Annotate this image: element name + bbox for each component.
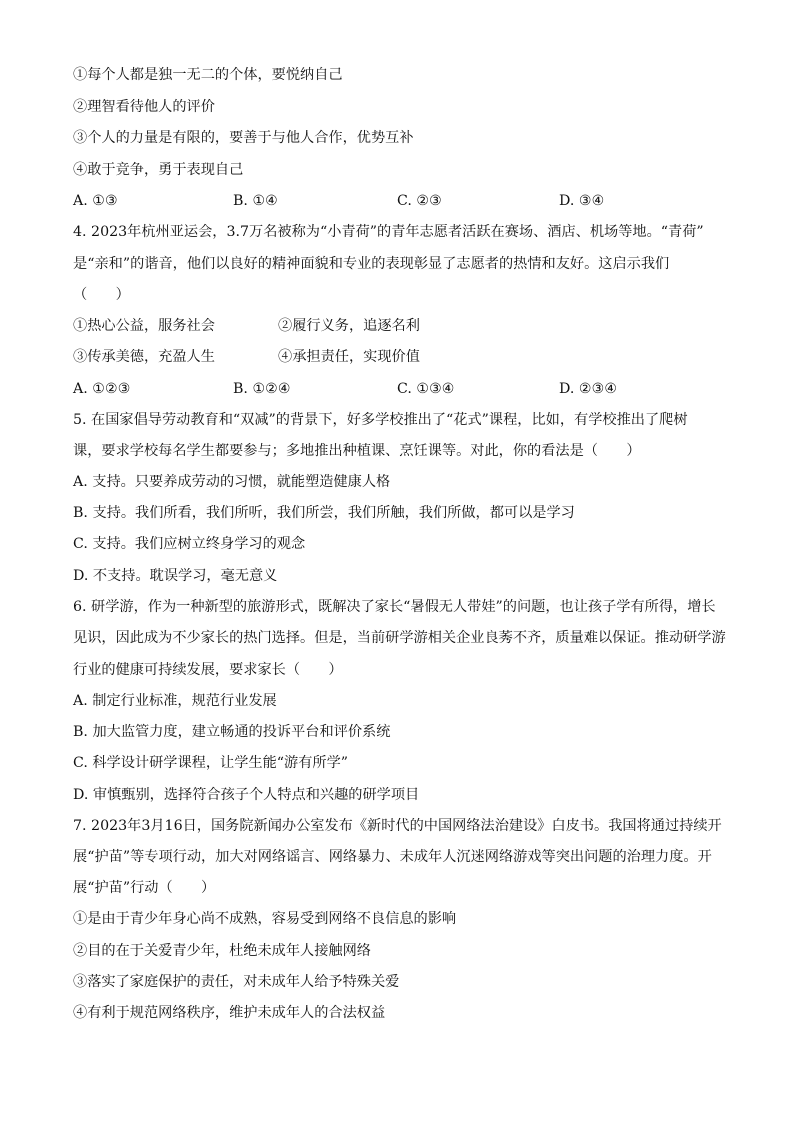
q5-stem-line-2: 课，要求学校每名学生都要参与；多地推出种植课、烹饪课等。对此，你的看法是（ ） — [73, 443, 641, 459]
q3-option-d: D. ③④ — [559, 193, 605, 209]
q4-statement-1: ①热心公益，服务社会 — [73, 318, 215, 334]
q3-statement-3: ③个人的力量是有限的，要善于与他人合作，优势互补 — [73, 130, 414, 146]
q4-option-c: C. ①③④ — [397, 381, 455, 397]
q6-stem-line-3: 行业的健康可持续发展，要求家长（ ） — [73, 662, 343, 678]
q4-stem-line-2: 是“亲和”的谐音，他们以良好的精神面貌和专业的表现彰显了志愿者的热情和友好。这启示我们 — [73, 256, 670, 272]
q6-option-d: D. 审慎甄别，选择符合孩子个人特点和兴趣的研学项目 — [73, 787, 420, 803]
q3-option-a: A. ①③ — [73, 193, 118, 209]
q4-option-a: A. ①②③ — [73, 381, 131, 397]
q4-option-b: B. ①②④ — [233, 381, 291, 397]
q6-option-b: B. 加大监管力度，建立畅通的投诉平台和评价系统 — [73, 724, 391, 740]
q3-statement-2: ②理智看待他人的评价 — [73, 99, 215, 115]
q6-option-c: C. 科学设计研学课程，让学生能“游有所学” — [73, 755, 349, 771]
q3-statement-4: ④敢于竞争，勇于表现自己 — [73, 162, 244, 178]
q4-stem-line-3: （ ） — [73, 287, 130, 303]
q6-stem-line-2: 见识，因此成为不少家长的热门选择。但是，当前研学游相关企业良莠不齐，质量难以保证。推动研学游 — [73, 630, 726, 646]
q7-statement-1: ①是由于青少年身心尚不成熟，容易受到网络不良信息的影响 — [73, 911, 457, 927]
q6-option-a: A. 制定行业标准，规范行业发展 — [73, 693, 277, 709]
q5-option-b: B. 支持。我们所看，我们所听，我们所尝，我们所触，我们所做，都可以是学习 — [73, 505, 575, 521]
q7-statement-4: ④有利于规范网络秩序，维护未成年人的合法权益 — [73, 1005, 386, 1021]
q7-stem-line-1: 7. 2023年3月16日，国务院新闻办公室发布《新时代的中国网络法治建设》白皮书。我国将通过持续开 — [73, 818, 722, 834]
q7-statement-2: ②目的在于关爱青少年，杜绝未成年人接触网络 — [73, 943, 371, 959]
q7-statement-3: ③落实了家庭保护的责任，对未成年人给予特殊关爱 — [73, 974, 400, 990]
q4-statement-3: ③传承美德，充盈人生 — [73, 349, 215, 365]
q5-option-c: C. 支持。我们应树立终身学习的观念 — [73, 536, 306, 552]
q7-stem-line-3: 展“护苗”行动（ ） — [73, 880, 216, 896]
q4-option-d: D. ②③④ — [559, 381, 618, 397]
q5-option-a: A. 支持。只要养成劳动的习惯，就能塑造健康人格 — [73, 474, 391, 490]
q4-stem-line-1: 4. 2023年杭州亚运会，3.7万名被称为“小青荷”的青年志愿者活跃在赛场、酒店、机场等地。“青荷” — [73, 224, 704, 240]
q4-statement-2: ②履行义务，追逐名利 — [278, 318, 420, 334]
q3-statement-1: ①每个人都是独一无二的个体，要悦纳自己 — [73, 67, 343, 83]
q5-option-d: D. 不支持。耽误学习，毫无意义 — [73, 568, 278, 584]
q5-stem-line-1: 5. 在国家倡导劳动教育和“双减”的背景下，好多学校推出了“花式”课程，比如，有学校推出了爬树 — [73, 412, 688, 428]
q3-option-c: C. ②③ — [397, 193, 442, 209]
q4-statement-4: ④承担责任，实现价值 — [278, 349, 420, 365]
q7-stem-line-2: 展“护苗”等专项行动，加大对网络谣言、网络暴力、未成年人沉迷网络游戏等突出问题的治理力度。开 — [73, 849, 712, 865]
q3-option-b: B. ①④ — [233, 193, 278, 209]
q6-stem-line-1: 6. 研学游，作为一种新型的旅游形式，既解决了家长“暑假无人带娃”的问题，也让孩子学有所得，增长 — [73, 599, 716, 615]
